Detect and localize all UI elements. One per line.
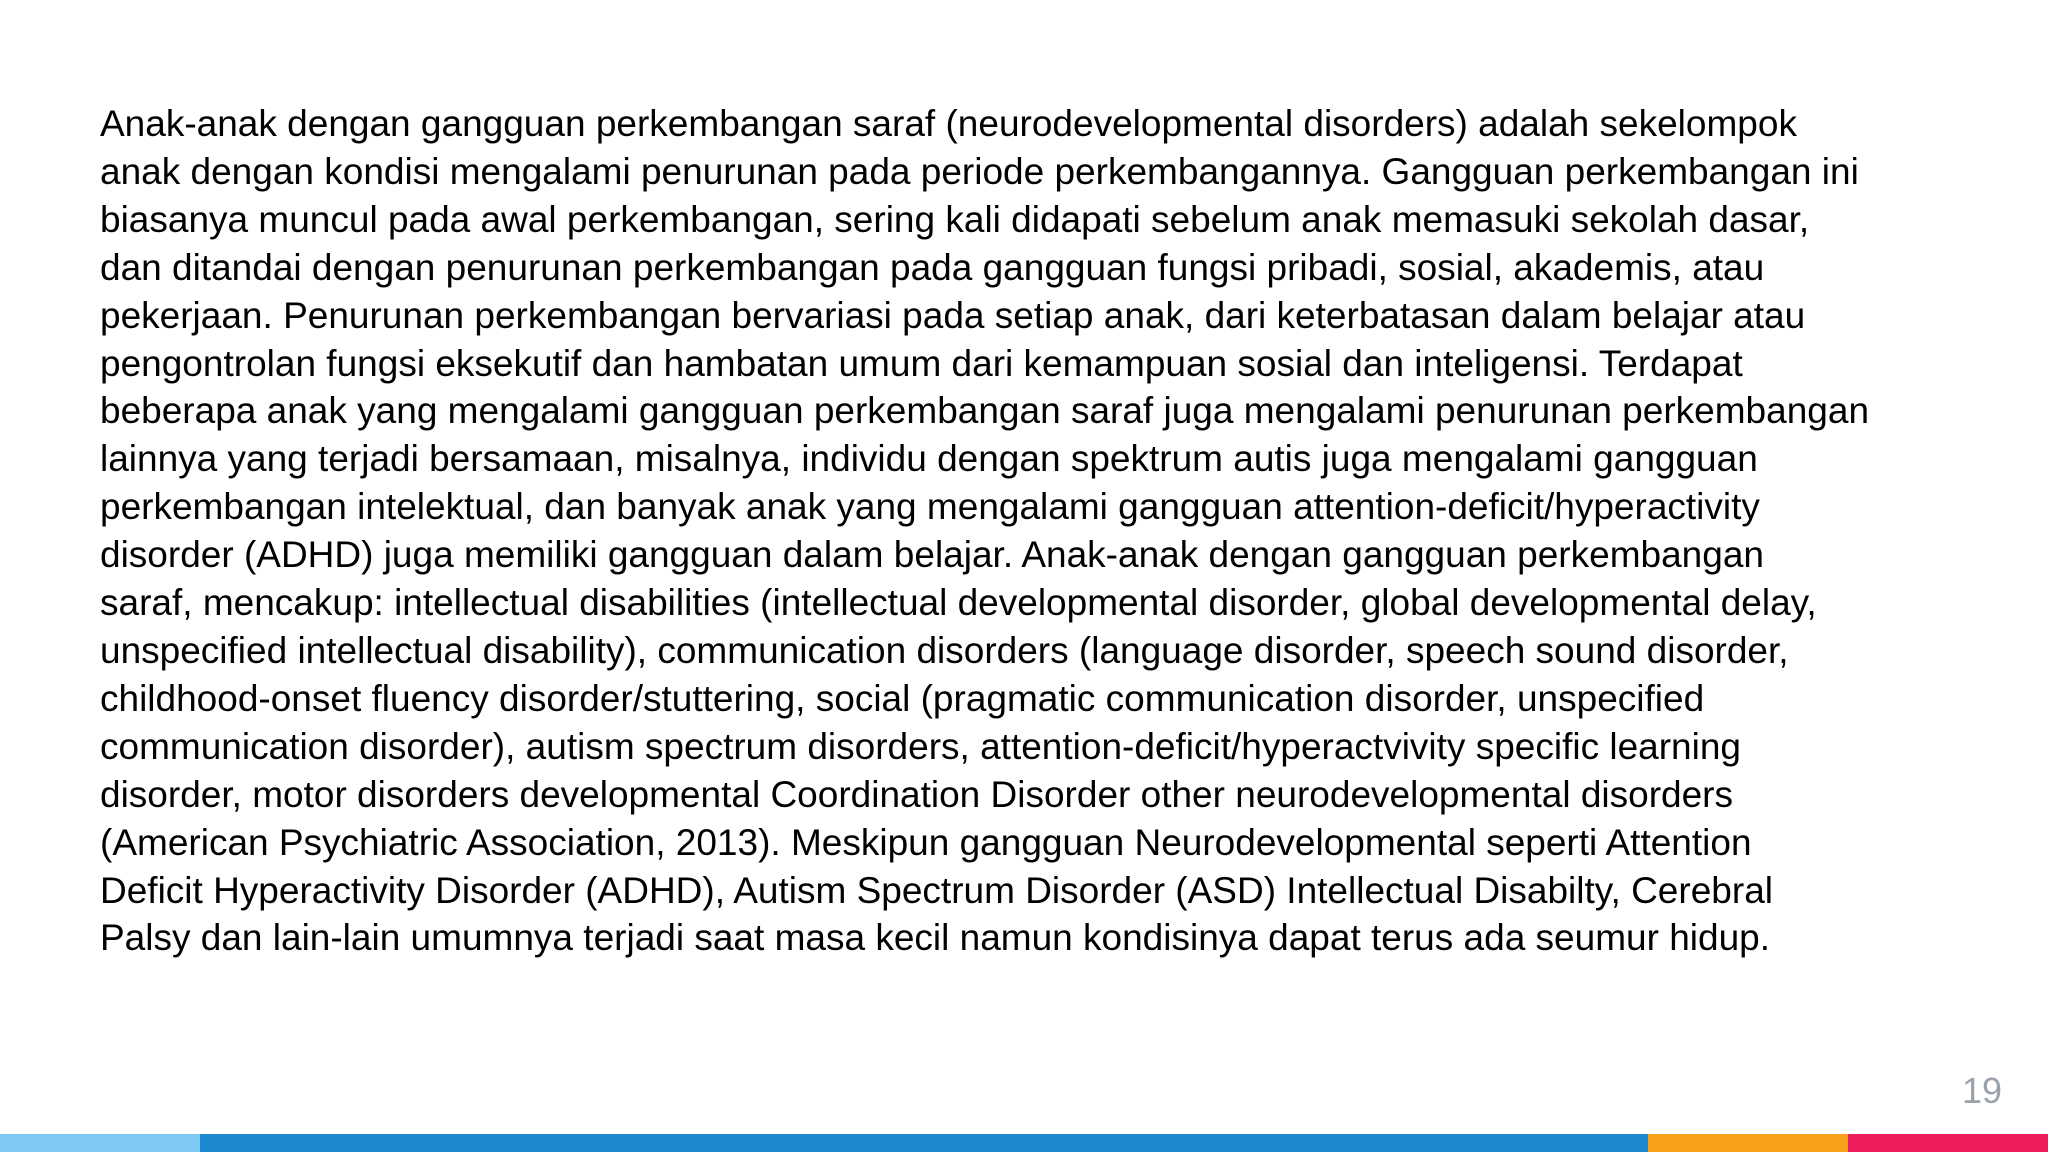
- footer-bar-segment-pink: [1848, 1134, 2048, 1152]
- paragraph-line-6: pengontrolan fungsi eksekutif dan hambatan umum dari kemampuan sosial dan inteligensi. Terdapat: [100, 342, 1743, 384]
- paragraph-line-8: lainnya yang terjadi bersamaan, misalnya, individu dengan spektrum autis juga mengalami gangguan: [100, 438, 1758, 480]
- body-paragraph: [100, 100, 2030, 962]
- paragraph-line-11: saraf, mencakup: intellectual disabilities (intellectual developmental disorder, global developmental delay,: [100, 582, 1817, 624]
- page-number: 19: [1961, 1070, 2002, 1111]
- paragraph-line-10: disorder (ADHD) juga memiliki gangguan dalam belajar. Anak-anak dengan gangguan perkembangan: [100, 534, 1764, 576]
- paragraph-line-16: (American Psychiatric Association, 2013). Meskipun gangguan Neurodevelopmental seperti Attention: [100, 821, 1752, 863]
- paragraph-line-18: Palsy dan lain-lain umumnya terjadi saat masa kecil namun kondisinya dapat terus ada seumur hidup.: [100, 917, 1771, 959]
- footer-bar-segment-light-blue: [0, 1134, 200, 1152]
- footer-color-bar: [0, 1134, 2048, 1152]
- paragraph-line-9: perkembangan intelektual, dan banyak anak yang mengalami gangguan attention-deficit/hyperactivity: [100, 486, 1760, 528]
- paragraph-line-5: pekerjaan. Penurunan perkembangan bervariasi pada setiap anak, dari keterbatasan dalam belajar atau: [100, 294, 1806, 336]
- footer-bar-segment-orange: [1648, 1134, 1848, 1152]
- paragraph-line-17: Deficit Hyperactivity Disorder (ADHD), Autism Spectrum Disorder (ASD) Intellectual Disabilty, Cerebral: [100, 869, 1773, 911]
- footer-bar-segment-blue: [200, 1134, 1648, 1152]
- paragraph-line-13: childhood-onset fluency disorder/stuttering, social (pragmatic communication disorder, unspecified: [100, 677, 1705, 719]
- paragraph-line-2: anak dengan kondisi mengalami penurunan pada periode perkembangannya. Gangguan perkembangan ini: [100, 150, 1859, 192]
- paragraph-line-1: Anak-anak dengan gangguan perkembangan saraf (neurodevelopmental disorders) adalah sekelompok: [100, 103, 1797, 144]
- paragraph-line-4: dan ditandai dengan penurunan perkembangan pada gangguan fungsi pribadi, sosial, akademis, atau: [100, 246, 1765, 288]
- paragraph-line-3: biasanya muncul pada awal perkembangan, sering kali didapati sebelum anak memasuki sekolah dasar,: [100, 198, 1810, 240]
- paragraph-line-14: communication disorder), autism spectrum disorders, attention-deficit/hyperactvivity specific learning: [100, 725, 1742, 767]
- paragraph-line-12: unspecified intellectual disability), communication disorders (language disorder, speech sound disorder,: [100, 629, 1789, 671]
- paragraph-line-7: beberapa anak yang mengalami gangguan perkembangan saraf juga mengalami penurunan perkembangan: [100, 390, 1870, 432]
- paragraph-line-15: disorder, motor disorders developmental Coordination Disorder other neurodevelopmental disorders: [100, 773, 1733, 815]
